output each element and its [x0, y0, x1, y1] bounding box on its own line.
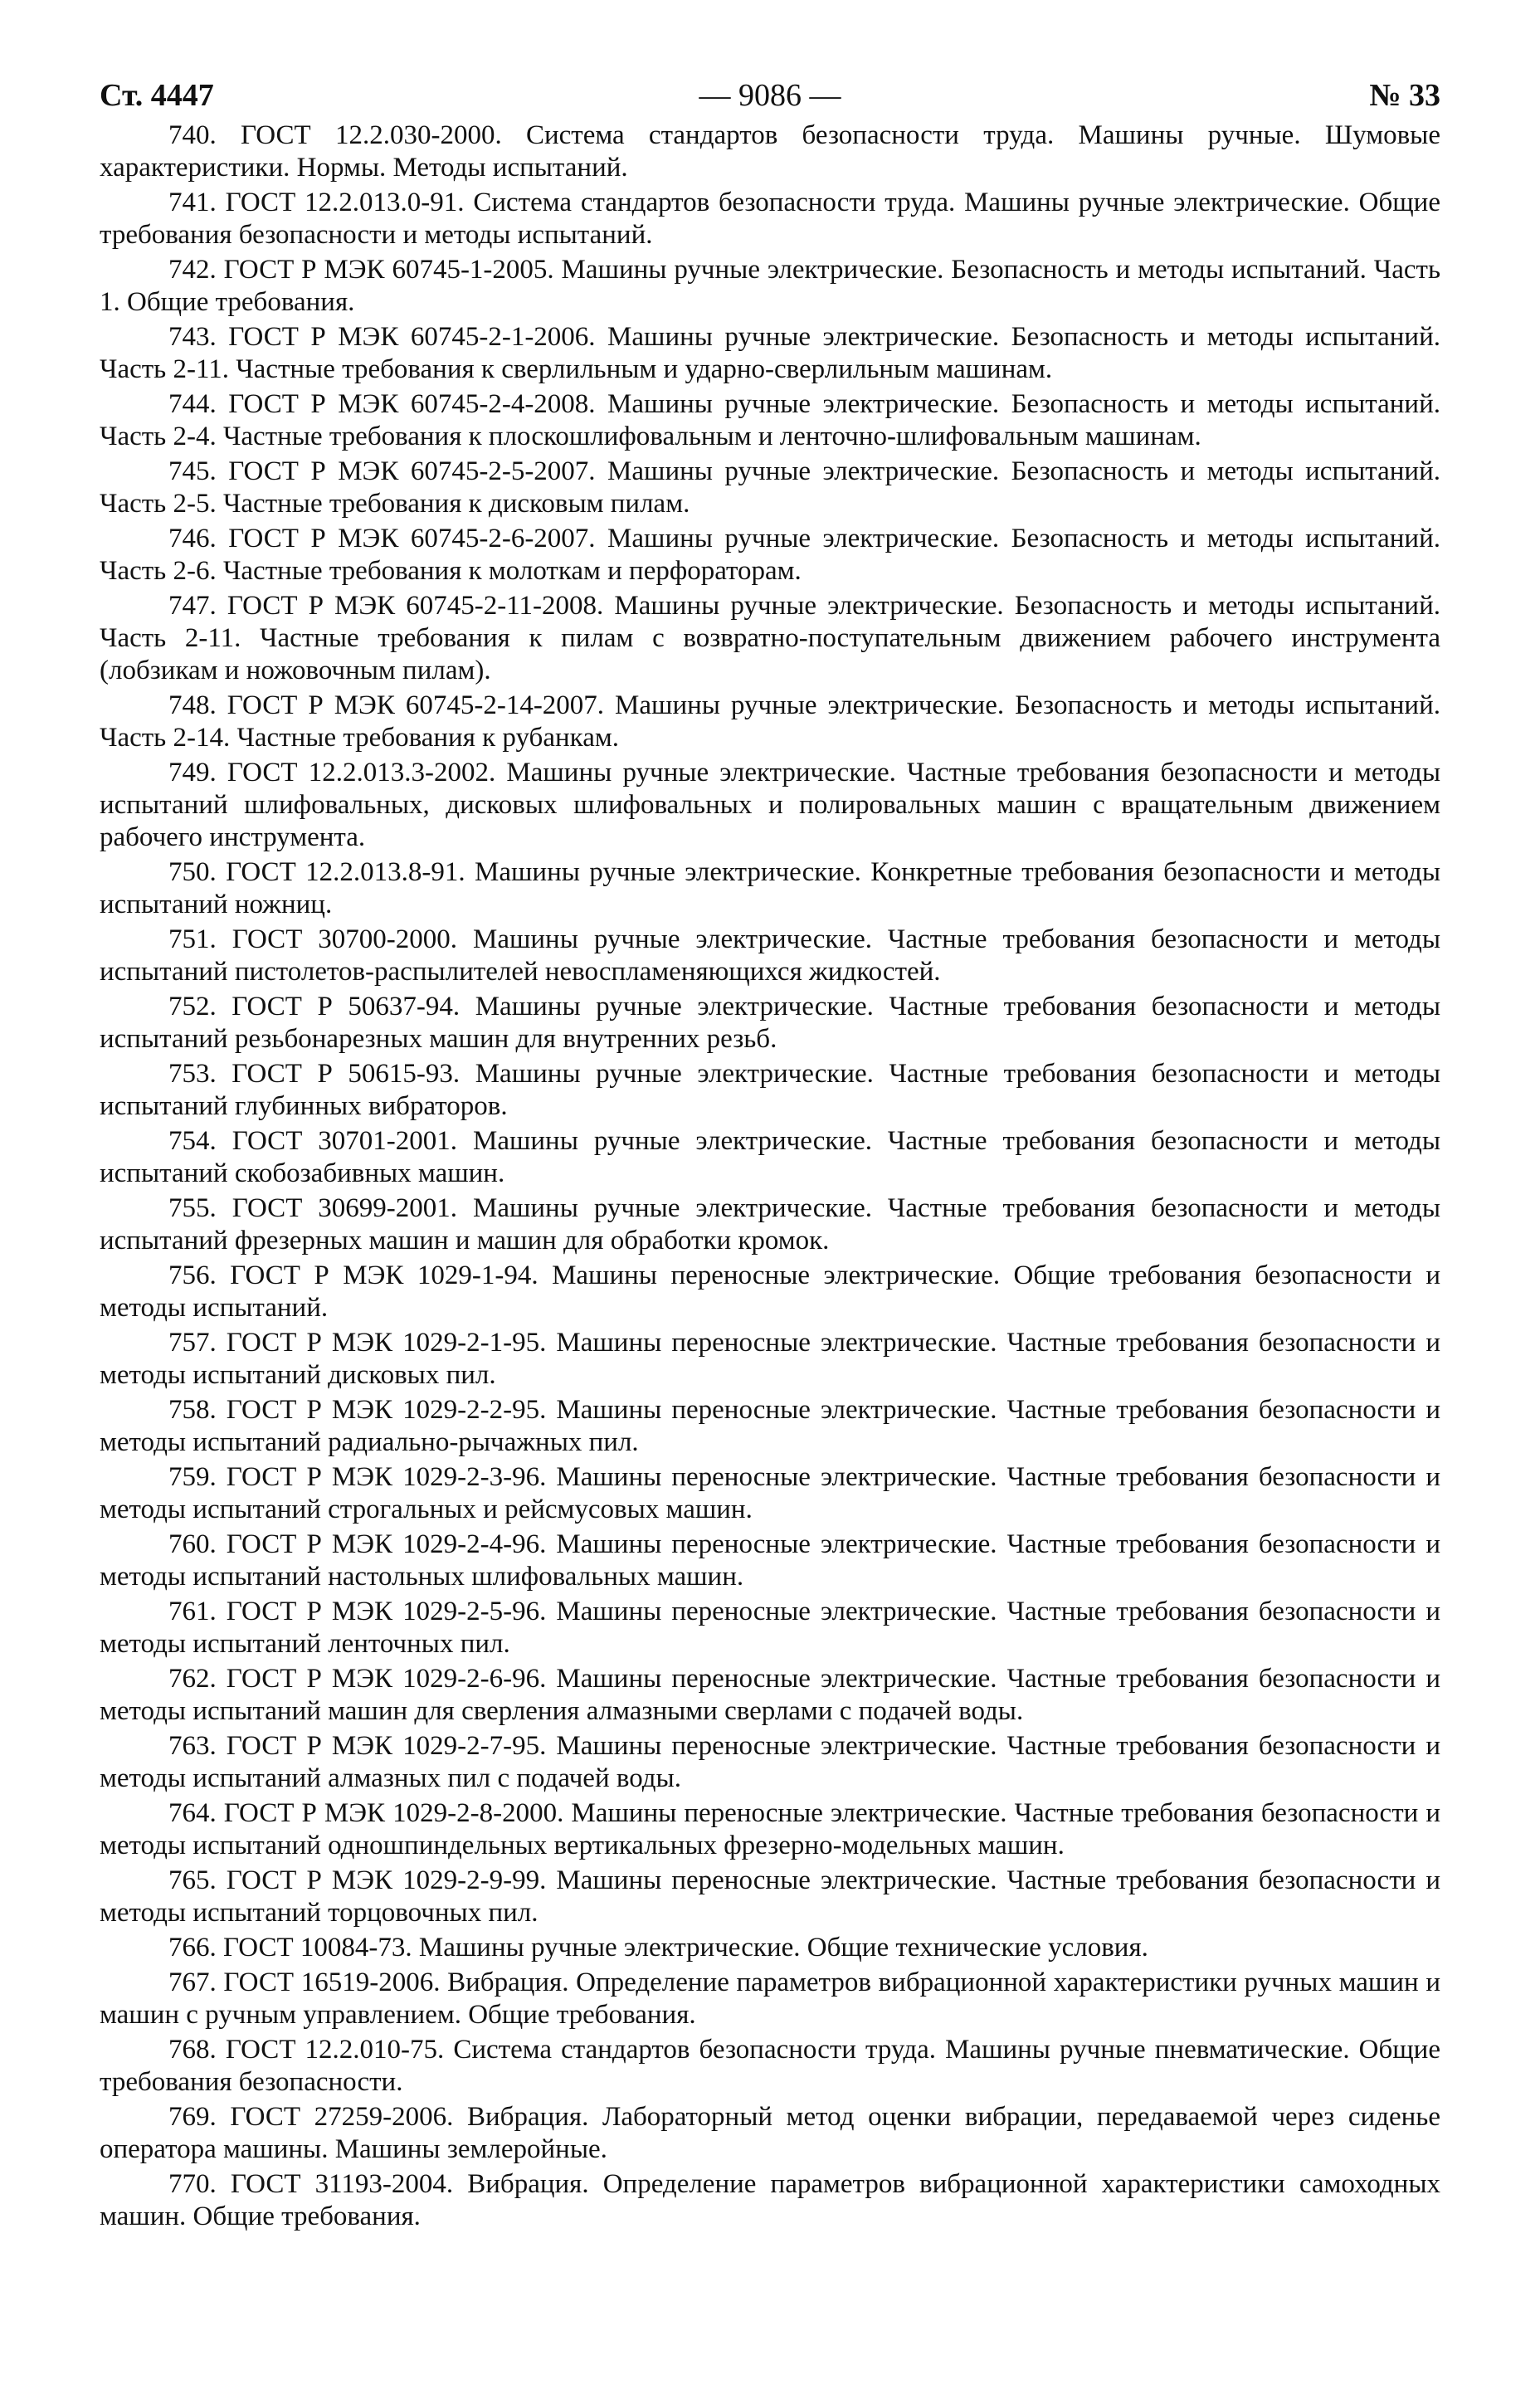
list-item: 759. ГОСТ Р МЭК 1029-2-3-96. Машины переносные электрические. Частные требования безопасности и методы испытаний строгальных и рейсмусовых машин. [100, 1462, 1440, 1524]
list-item: 762. ГОСТ Р МЭК 1029-2-6-96. Машины переносные электрические. Частные требования безопасности и методы испытаний машин для сверления алмазными сверлами с подачей воды. [100, 1664, 1440, 1726]
list-item: 749. ГОСТ 12.2.013.3-2002. Машины ручные электрические. Частные требования безопасности и методы испытаний шлифовальных, дисковых шлифовальных и полировальных машин с вращательным движением рабочего инструмента. [100, 758, 1440, 852]
list-item: 760. ГОСТ Р МЭК 1029-2-4-96. Машины переносные электрические. Частные требования безопасности и методы испытаний настольных шлифовальных машин. [100, 1529, 1440, 1592]
issue-number: № 33 [1369, 78, 1440, 113]
list-item: 740. ГОСТ 12.2.030-2000. Система стандартов безопасности труда. Машины ручные. Шумовые характеристики. Нормы. Методы испытаний. [100, 120, 1440, 183]
list-item: 761. ГОСТ Р МЭК 1029-2-5-96. Машины переносные электрические. Частные требования безопасности и методы испытаний ленточных пил. [100, 1597, 1440, 1659]
list-item: 746. ГОСТ Р МЭК 60745-2-6-2007. Машины ручные электрические. Безопасность и методы испытаний. Часть 2-6. Частные требования к молоткам и перфораторам. [100, 524, 1440, 586]
standards-list [100, 119, 1440, 2233]
list-item: 767. ГОСТ 16519-2006. Вибрация. Определение параметров вибрационной характеристики ручных машин и машин с ручным управлением. Общие требования. [100, 1967, 1440, 2030]
list-item: 766. ГОСТ 10084-73. Машины ручные электрические. Общие технические условия. [168, 1933, 1148, 1963]
list-item: 764. ГОСТ Р МЭК 1029-2-8-2000. Машины переносные электрические. Частные требования безопасности и методы испытаний одношпиндельных вертикальных фрезерно-модельных машин. [100, 1798, 1440, 1860]
list-item: 748. ГОСТ Р МЭК 60745-2-14-2007. Машины ручные электрические. Безопасность и методы испытаний. Часть 2-14. Частные требования к рубанкам. [100, 690, 1440, 753]
list-item: 757. ГОСТ Р МЭК 1029-2-1-95. Машины переносные электрические. Частные требования безопасности и методы испытаний дисковых пил. [100, 1328, 1440, 1390]
list-item: 754. ГОСТ 30701-2001. Машины ручные электрические. Частные требования безопасности и методы испытаний скобозабивных машин. [100, 1126, 1440, 1188]
list-item: 741. ГОСТ 12.2.013.0-91. Система стандартов безопасности труда. Машины ручные электрические. Общие требования безопасности и методы испытаний. [100, 188, 1440, 250]
list-item: 770. ГОСТ 31193-2004. Вибрация. Определение параметров вибрационной характеристики самоходных машин. Общие требования. [100, 2169, 1440, 2231]
list-item: 753. ГОСТ Р 50615-93. Машины ручные электрические. Частные требования безопасности и методы испытаний глубинных вибраторов. [100, 1059, 1440, 1121]
article-number: Ст. 4447 [100, 78, 214, 113]
list-item: 742. ГОСТ Р МЭК 60745-1-2005. Машины ручные электрические. Безопасность и методы испытаний. Часть 1. Общие требования. [100, 255, 1440, 317]
list-item: 750. ГОСТ 12.2.013.8-91. Машины ручные электрические. Конкретные требования безопасности и методы испытаний ножниц. [100, 857, 1440, 919]
list-item: 755. ГОСТ 30699-2001. Машины ручные электрические. Частные требования безопасности и методы испытаний фрезерных машин и машин для обработки кромок. [100, 1193, 1440, 1256]
list-item: 745. ГОСТ Р МЭК 60745-2-5-2007. Машины ручные электрические. Безопасность и методы испытаний. Часть 2-5. Частные требования к дисковым пилам. [100, 456, 1440, 519]
document-page [100, 76, 1440, 2236]
list-item: 768. ГОСТ 12.2.010-75. Система стандартов безопасности труда. Машины ручные пневматические. Общие требования безопасности. [100, 2035, 1440, 2097]
page-number: — 9086 — [699, 78, 841, 113]
page-header [100, 76, 1440, 115]
list-item: 758. ГОСТ Р МЭК 1029-2-2-95. Машины переносные электрические. Частные требования безопасности и методы испытаний радиально-рычажных пил. [100, 1395, 1440, 1457]
list-item: 744. ГОСТ Р МЭК 60745-2-4-2008. Машины ручные электрические. Безопасность и методы испытаний. Часть 2-4. Частные требования к плоскошлифовальным и ленточно-шлифовальным машинам. [100, 389, 1440, 451]
list-item: 747. ГОСТ Р МЭК 60745-2-11-2008. Машины ручные электрические. Безопасность и методы испытаний. Часть 2-11. Частные требования к пилам с возвратно-поступательным движением рабочего инструмента (лобзикам и ножовочным пилам). [100, 591, 1440, 685]
list-item: 751. ГОСТ 30700-2000. Машины ручные электрические. Частные требования безопасности и методы испытаний пистолетов-распылителей невоспламеняющихся жидкостей. [100, 924, 1440, 987]
list-item: 743. ГОСТ Р МЭК 60745-2-1-2006. Машины ручные электрические. Безопасность и методы испытаний. Часть 2-11. Частные требования к сверлильным и ударно-сверлильным машинам. [100, 322, 1440, 384]
list-item: 756. ГОСТ Р МЭК 1029-1-94. Машины переносные электрические. Общие требования безопасности и методы испытаний. [100, 1260, 1440, 1323]
list-item: 765. ГОСТ Р МЭК 1029-2-9-99. Машины переносные электрические. Частные требования безопасности и методы испытаний торцовочных пил. [100, 1865, 1440, 1928]
list-item: 752. ГОСТ Р 50637-94. Машины ручные электрические. Частные требования безопасности и методы испытаний резьбонарезных машин для внутренних резьб. [100, 992, 1440, 1054]
list-item: 763. ГОСТ Р МЭК 1029-2-7-95. Машины переносные электрические. Частные требования безопасности и методы испытаний алмазных пил с подачей воды. [100, 1731, 1440, 1793]
list-item: 769. ГОСТ 27259-2006. Вибрация. Лабораторный метод оценки вибрации, передаваемой через сиденье оператора машины. Машины землеройные. [100, 2102, 1440, 2164]
